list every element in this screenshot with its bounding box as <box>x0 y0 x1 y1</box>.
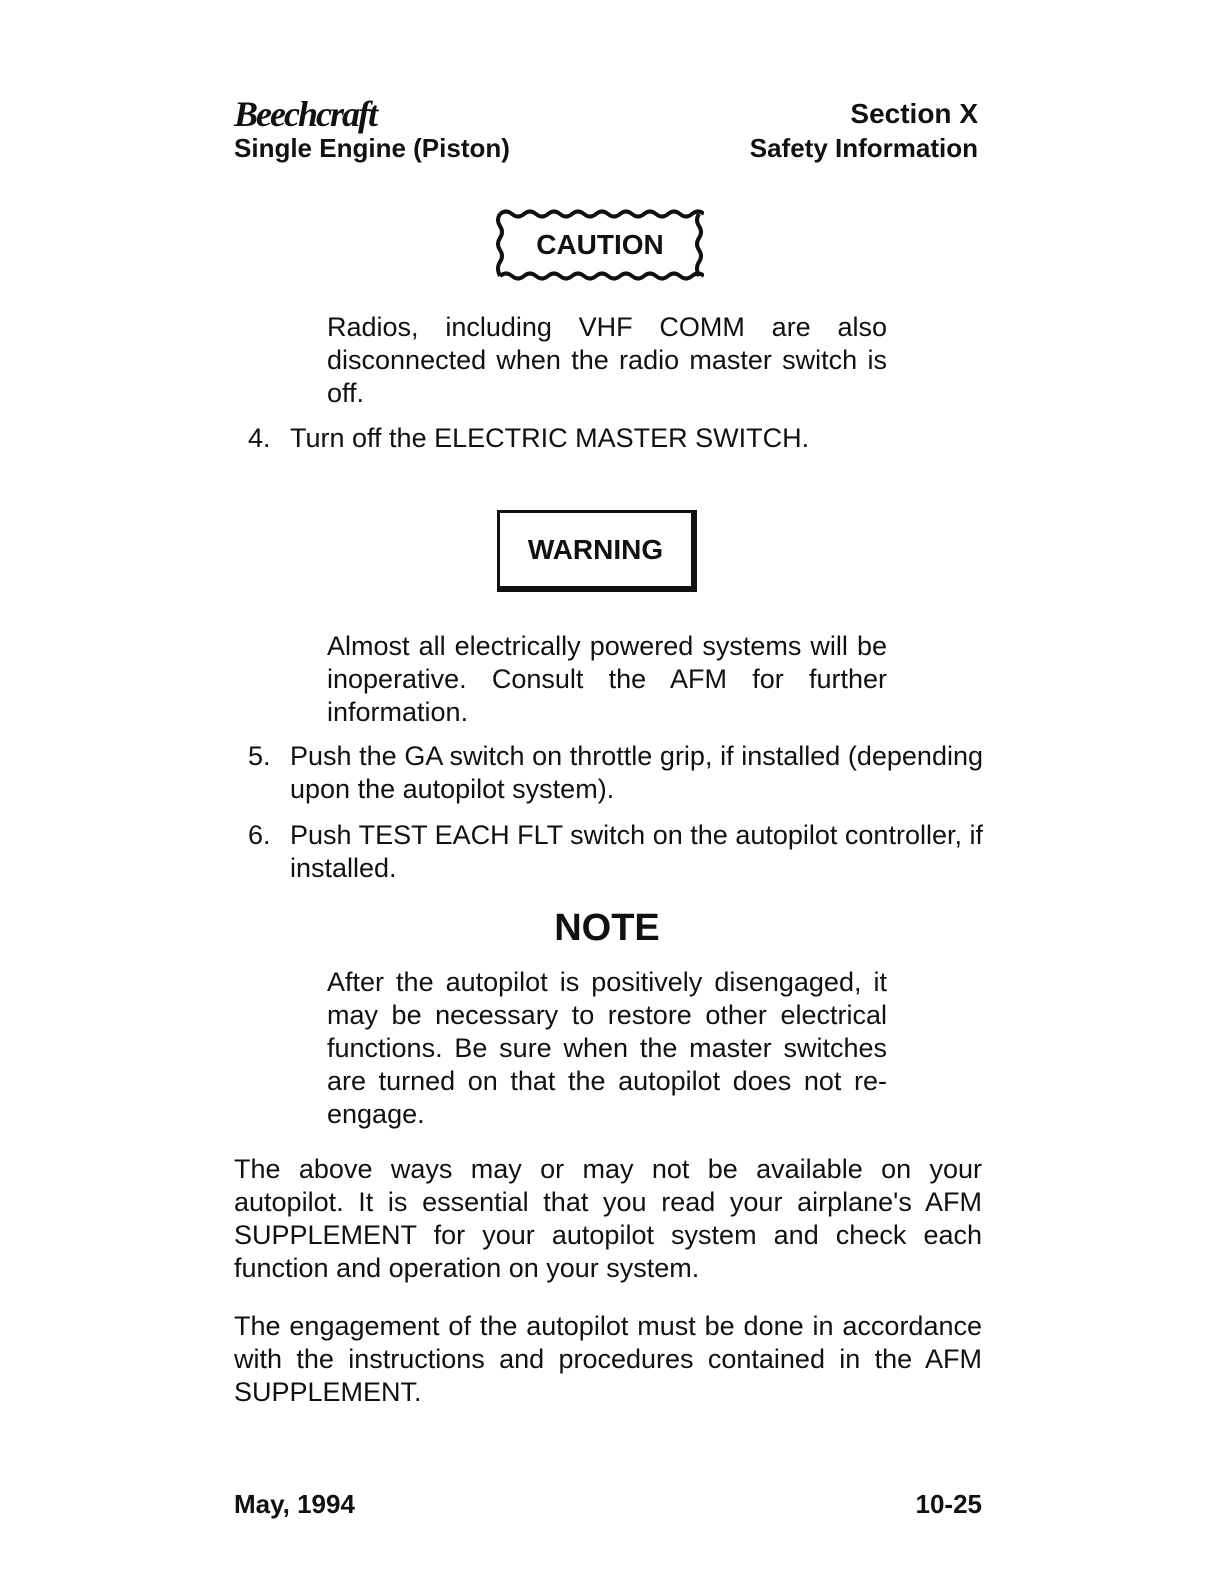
footer-date: May, 1994 <box>234 1489 355 1519</box>
document-subtitle: Single Engine (Piston) <box>234 133 510 163</box>
caution-box <box>496 208 704 282</box>
section-subtitle: Safety Information <box>749 133 978 163</box>
caution-label: CAUTION <box>536 229 664 260</box>
warning-label: WARNING <box>527 533 664 565</box>
note-text: After the autopilot is positively disengaged, it may be necessary to restore other electrical functions. Be sure when the master switches are turned on that the autopilot does not re-engage. <box>327 967 887 1129</box>
list-item <box>248 422 983 455</box>
brand-logo: Beechcraft <box>234 94 376 134</box>
list-item <box>248 740 983 806</box>
step-number: 5. <box>248 741 271 771</box>
warning-text: Almost all electrically powered systems will be inoperative. Consult the AFM for further information. <box>327 631 887 727</box>
step-text: Push TEST EACH FLT switch on the autopilot controller, if installed. <box>290 820 983 883</box>
list-item <box>248 819 983 885</box>
caution-text: Radios, including VHF COMM are also disconnected when the radio master switch is off. <box>327 312 887 408</box>
warning-box <box>497 510 697 592</box>
step-number: 6. <box>248 820 271 850</box>
body-paragraph: The engagement of the autopilot must be done in accordance with the instructions and procedures contained in the AFM SUPPLEMENT. <box>234 1311 982 1407</box>
step-text: Turn off the ELECTRIC MASTER SWITCH. <box>290 423 810 453</box>
section-title: Section X <box>850 98 978 129</box>
note-title: NOTE <box>554 907 660 949</box>
body-paragraph: The above ways may or may not be available on your autopilot. It is essential that you read your airplane's AFM SUPPLEMENT for your autopilot system and check each function and operation on your system. <box>234 1154 982 1283</box>
step-number: 4. <box>248 423 271 453</box>
page-number: 10-25 <box>915 1489 982 1519</box>
step-text: Push the GA switch on throttle grip, if installed (depending upon the autopilot system). <box>290 741 983 804</box>
